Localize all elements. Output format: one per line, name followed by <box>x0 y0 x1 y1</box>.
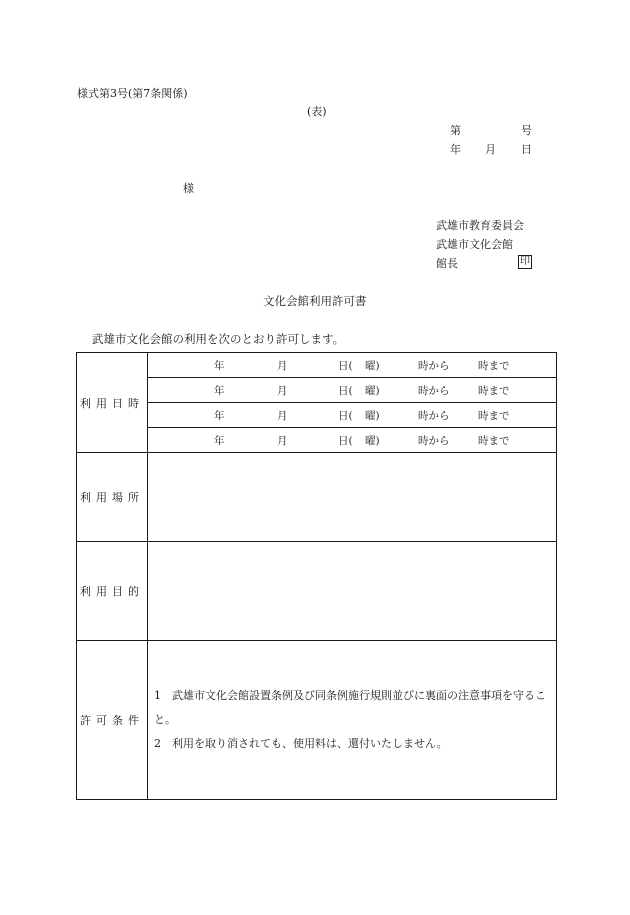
row-day: 日( <box>338 385 353 397</box>
conditions-row <box>77 641 557 800</box>
date-row <box>77 428 557 453</box>
date-row <box>77 378 557 403</box>
usage-place-header: 利用場所 <box>77 453 148 542</box>
number-suffix: 号 <box>521 124 532 137</box>
date-month: 月 <box>485 143 496 156</box>
issuer-line-1: 武雄市教育委員会 <box>436 219 524 232</box>
conditions-header: 許可条件 <box>77 641 148 800</box>
row-year: 年 <box>214 435 225 447</box>
issuer-line-3: 館長 <box>436 257 458 270</box>
issuer-line-2: 武雄市文化会館 <box>436 238 513 251</box>
row-month: 月 <box>277 360 288 372</box>
place-row <box>77 453 557 542</box>
condition-item-2: 2 利用を取り消されても、使用料は、還付いたしません。 <box>154 737 448 750</box>
row-weekday: 曜) <box>365 435 380 447</box>
row-year: 年 <box>214 385 225 397</box>
front-side-label: (表) <box>307 105 327 118</box>
row-month: 月 <box>277 385 288 397</box>
usage-date-cell-2 <box>148 378 557 403</box>
row-time-to: 時まで <box>478 435 510 447</box>
usage-place-field[interactable] <box>148 453 557 542</box>
row-day: 日( <box>338 435 353 447</box>
date-day: 日 <box>521 143 532 156</box>
row-day: 日( <box>338 360 353 372</box>
row-year: 年 <box>214 360 225 372</box>
document-title: 文化会館利用許可書 <box>263 294 367 308</box>
usage-purpose-field[interactable] <box>148 542 557 641</box>
row-time-from: 時から <box>418 360 450 372</box>
usage-date-cell-4 <box>148 428 557 453</box>
row-month: 月 <box>277 410 288 422</box>
row-month: 月 <box>277 435 288 447</box>
row-time-from: 時から <box>418 385 450 397</box>
seal-mark: 印 <box>520 256 530 267</box>
row-weekday: 曜) <box>365 360 380 372</box>
date-year: 年 <box>450 143 461 156</box>
row-year: 年 <box>214 410 225 422</box>
usage-purpose-header: 利用目的 <box>77 542 148 641</box>
form-number-label: 様式第3号(第7条関係) <box>77 87 188 100</box>
usage-date-cell-1 <box>148 353 557 378</box>
date-row <box>77 403 557 428</box>
row-time-to: 時まで <box>478 360 510 372</box>
conditions-cell <box>148 641 557 800</box>
row-time-to: 時まで <box>478 385 510 397</box>
date-row <box>77 353 557 378</box>
condition-item-1: 1 武雄市文化会館設置条例及び同条例施行規則並びに裏面の注意事項を守ること。 <box>154 689 546 726</box>
number-prefix: 第 <box>450 124 461 137</box>
row-time-from: 時から <box>418 435 450 447</box>
intro-text: 武雄市文化会館の利用を次のとおり許可します。 <box>92 332 345 346</box>
row-day: 日( <box>338 410 353 422</box>
row-weekday: 曜) <box>365 410 380 422</box>
purpose-row <box>77 542 557 641</box>
row-time-to: 時まで <box>478 410 510 422</box>
row-weekday: 曜) <box>365 385 380 397</box>
addressee-suffix: 様 <box>183 182 194 195</box>
permit-table <box>76 352 557 800</box>
conditions-list <box>148 684 556 756</box>
usage-date-cell-3 <box>148 403 557 428</box>
usage-date-header: 利用日時 <box>77 353 148 453</box>
row-time-from: 時から <box>418 410 450 422</box>
